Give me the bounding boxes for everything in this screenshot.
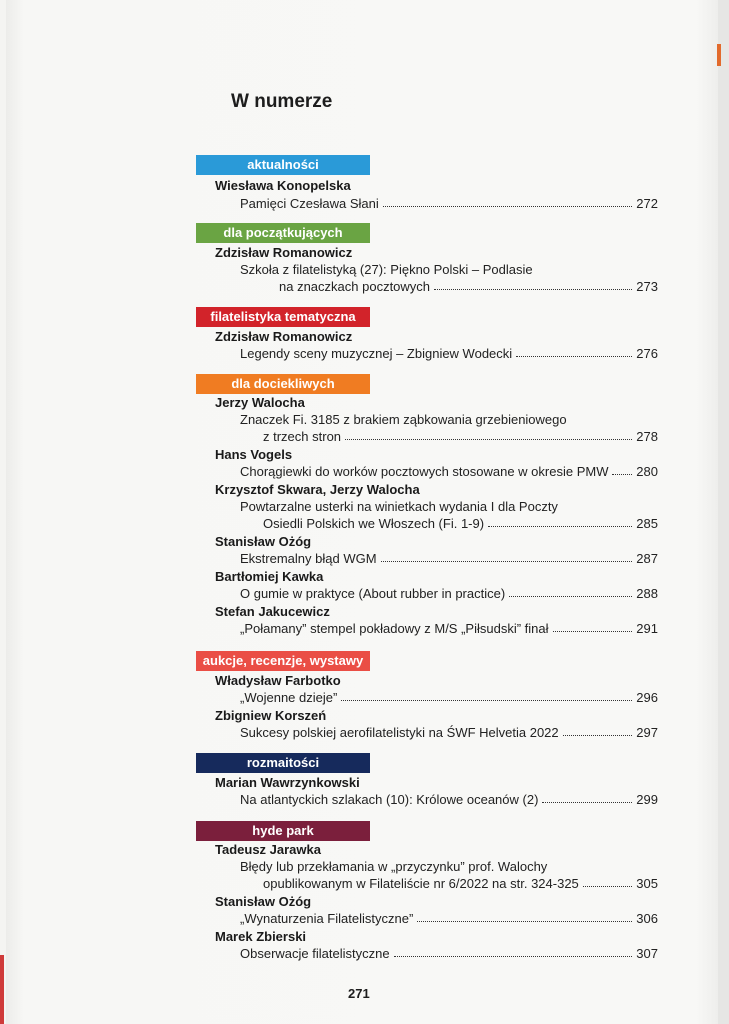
entry-title: Błędy lub przekłamania w „przyczynku” prof. Walochy bbox=[240, 859, 548, 874]
entry-author: Marian Wawrzynkowski bbox=[215, 775, 360, 790]
entry-title: Sukcesy polskiej aerofilatelistyki na ŚWF Helvetia 2022 bbox=[240, 725, 559, 740]
leader-dots bbox=[394, 956, 633, 957]
entry-title: „Wojenne dzieje” bbox=[240, 690, 338, 705]
leader-dots bbox=[341, 700, 632, 701]
entry-page: 291 bbox=[636, 621, 658, 636]
entry-title: Szkoła z filatelistyką (27): Piękno Polski – Podlasie bbox=[240, 262, 533, 277]
entry-title: Obserwacje filatelistyczne bbox=[240, 946, 390, 961]
leader-dots bbox=[509, 596, 632, 597]
leader-dots bbox=[542, 802, 632, 803]
section-tag-dla-dociekliwych: dla dociekliwych bbox=[196, 374, 370, 394]
entry-author: Jerzy Walocha bbox=[215, 395, 305, 410]
entry-author: Zbigniew Korszeń bbox=[215, 708, 327, 723]
entry-page: 288 bbox=[636, 586, 658, 601]
entry-page: 273 bbox=[636, 279, 658, 294]
entry-author: Zdzisław Romanowicz bbox=[215, 329, 353, 344]
section-tag-filatelistyka-tematyczna: filatelistyka tematyczna bbox=[196, 307, 370, 327]
toc-line[interactable] bbox=[263, 873, 658, 891]
entry-author: Krzysztof Skwara, Jerzy Walocha bbox=[215, 482, 420, 497]
toc-line[interactable] bbox=[240, 193, 658, 211]
leader-dots bbox=[612, 474, 632, 475]
entry-title: Na atlantyckich szlakach (10): Królowe oceanów (2) bbox=[240, 792, 539, 807]
toc-line[interactable] bbox=[263, 513, 658, 531]
leader-dots bbox=[516, 356, 632, 357]
entry-title: „Połamany” stempel pokładowy z M/S „Piłsudski” finał bbox=[240, 621, 549, 636]
section-tag-rozmaitosci: rozmaitości bbox=[196, 753, 370, 773]
entry-title: Znaczek Fi. 3185 z brakiem ząbkowania grzebieniowego bbox=[240, 412, 567, 427]
entry-author: Bartłomiej Kawka bbox=[215, 569, 324, 584]
entry-page: 297 bbox=[636, 725, 658, 740]
toc-line[interactable] bbox=[240, 722, 658, 740]
entry-page: 278 bbox=[636, 429, 658, 444]
entry-page: 287 bbox=[636, 551, 658, 566]
entry-title: „Wynaturzenia Filatelistyczne” bbox=[240, 911, 414, 926]
entry-title: O gumie w praktyce (About rubber in practice) bbox=[240, 586, 506, 601]
entry-title: Pamięci Czesława Słani bbox=[240, 196, 379, 211]
page-tab-marker bbox=[717, 44, 721, 66]
entry-title: Ekstremalny błąd WGM bbox=[240, 551, 377, 566]
leader-dots bbox=[434, 289, 632, 290]
toc-line[interactable] bbox=[240, 461, 658, 479]
entry-page: 272 bbox=[636, 196, 658, 211]
leader-dots bbox=[583, 886, 633, 887]
leader-dots bbox=[563, 735, 633, 736]
toc-line[interactable] bbox=[240, 943, 658, 961]
entry-page: 307 bbox=[636, 946, 658, 961]
entry-author: Stanisław Ożóg bbox=[215, 534, 312, 549]
toc-line[interactable] bbox=[279, 276, 658, 294]
entry-title-cont: Osiedli Polskich we Włoszech (Fi. 1-9) bbox=[263, 516, 485, 531]
toc-line[interactable] bbox=[240, 583, 658, 601]
entry-author: Marek Zbierski bbox=[215, 929, 307, 944]
toc-line[interactable] bbox=[240, 789, 658, 807]
leader-dots bbox=[488, 526, 632, 527]
section-tag-aukcje-recenzje-wystawy: aukcje, recenzje, wystawy bbox=[196, 651, 370, 671]
entry-title-cont: na znaczkach pocztowych bbox=[279, 279, 431, 294]
entry-page: 280 bbox=[636, 464, 658, 479]
entry-page: 296 bbox=[636, 690, 658, 705]
entry-author: Stefan Jakucewicz bbox=[215, 604, 330, 619]
entry-title: Legendy sceny muzycznej – Zbigniew Wodecki bbox=[240, 346, 513, 361]
entry-page: 276 bbox=[636, 346, 658, 361]
page-number: 271 bbox=[348, 986, 370, 1001]
leader-dots bbox=[417, 921, 632, 922]
page-title: W numerze bbox=[231, 91, 333, 112]
section-tag-hyde-park: hyde park bbox=[196, 821, 370, 841]
page-edge bbox=[718, 0, 729, 1024]
entry-title-cont: z trzech stron bbox=[263, 429, 342, 444]
toc-line[interactable] bbox=[263, 426, 658, 444]
entry-author: Stanisław Ożóg bbox=[215, 894, 312, 909]
entry-author: Hans Vogels bbox=[215, 447, 293, 462]
entry-page: 299 bbox=[636, 792, 658, 807]
entry-page: 285 bbox=[636, 516, 658, 531]
toc-line[interactable] bbox=[240, 548, 658, 566]
leader-dots bbox=[383, 206, 633, 207]
page-side-strip bbox=[0, 955, 4, 1024]
entry-author: Wiesława Konopelska bbox=[215, 178, 351, 193]
section-tag-aktualnosci: aktualności bbox=[196, 155, 370, 175]
entry-title: Chorągiewki do worków pocztowych stosowane w okresie PMW bbox=[240, 464, 609, 479]
entry-title: Powtarzalne usterki na winietkach wydania I dla Poczty bbox=[240, 499, 558, 514]
toc-line[interactable] bbox=[240, 908, 658, 926]
toc-line[interactable] bbox=[240, 343, 658, 361]
toc-line[interactable] bbox=[240, 687, 658, 705]
toc-line[interactable] bbox=[240, 618, 658, 636]
entry-page: 305 bbox=[636, 876, 658, 891]
entry-author: Zdzisław Romanowicz bbox=[215, 245, 353, 260]
entry-author: Tadeusz Jarawka bbox=[215, 842, 321, 857]
entry-page: 306 bbox=[636, 911, 658, 926]
leader-dots bbox=[553, 631, 633, 632]
section-tag-dla-poczatkujacych: dla początkujących bbox=[196, 223, 370, 243]
entry-author: Władysław Farbotko bbox=[215, 673, 341, 688]
leader-dots bbox=[381, 561, 633, 562]
leader-dots bbox=[345, 439, 632, 440]
entry-title-cont: opublikowanym w Filateliście nr 6/2022 na str. 324-325 bbox=[263, 876, 579, 891]
